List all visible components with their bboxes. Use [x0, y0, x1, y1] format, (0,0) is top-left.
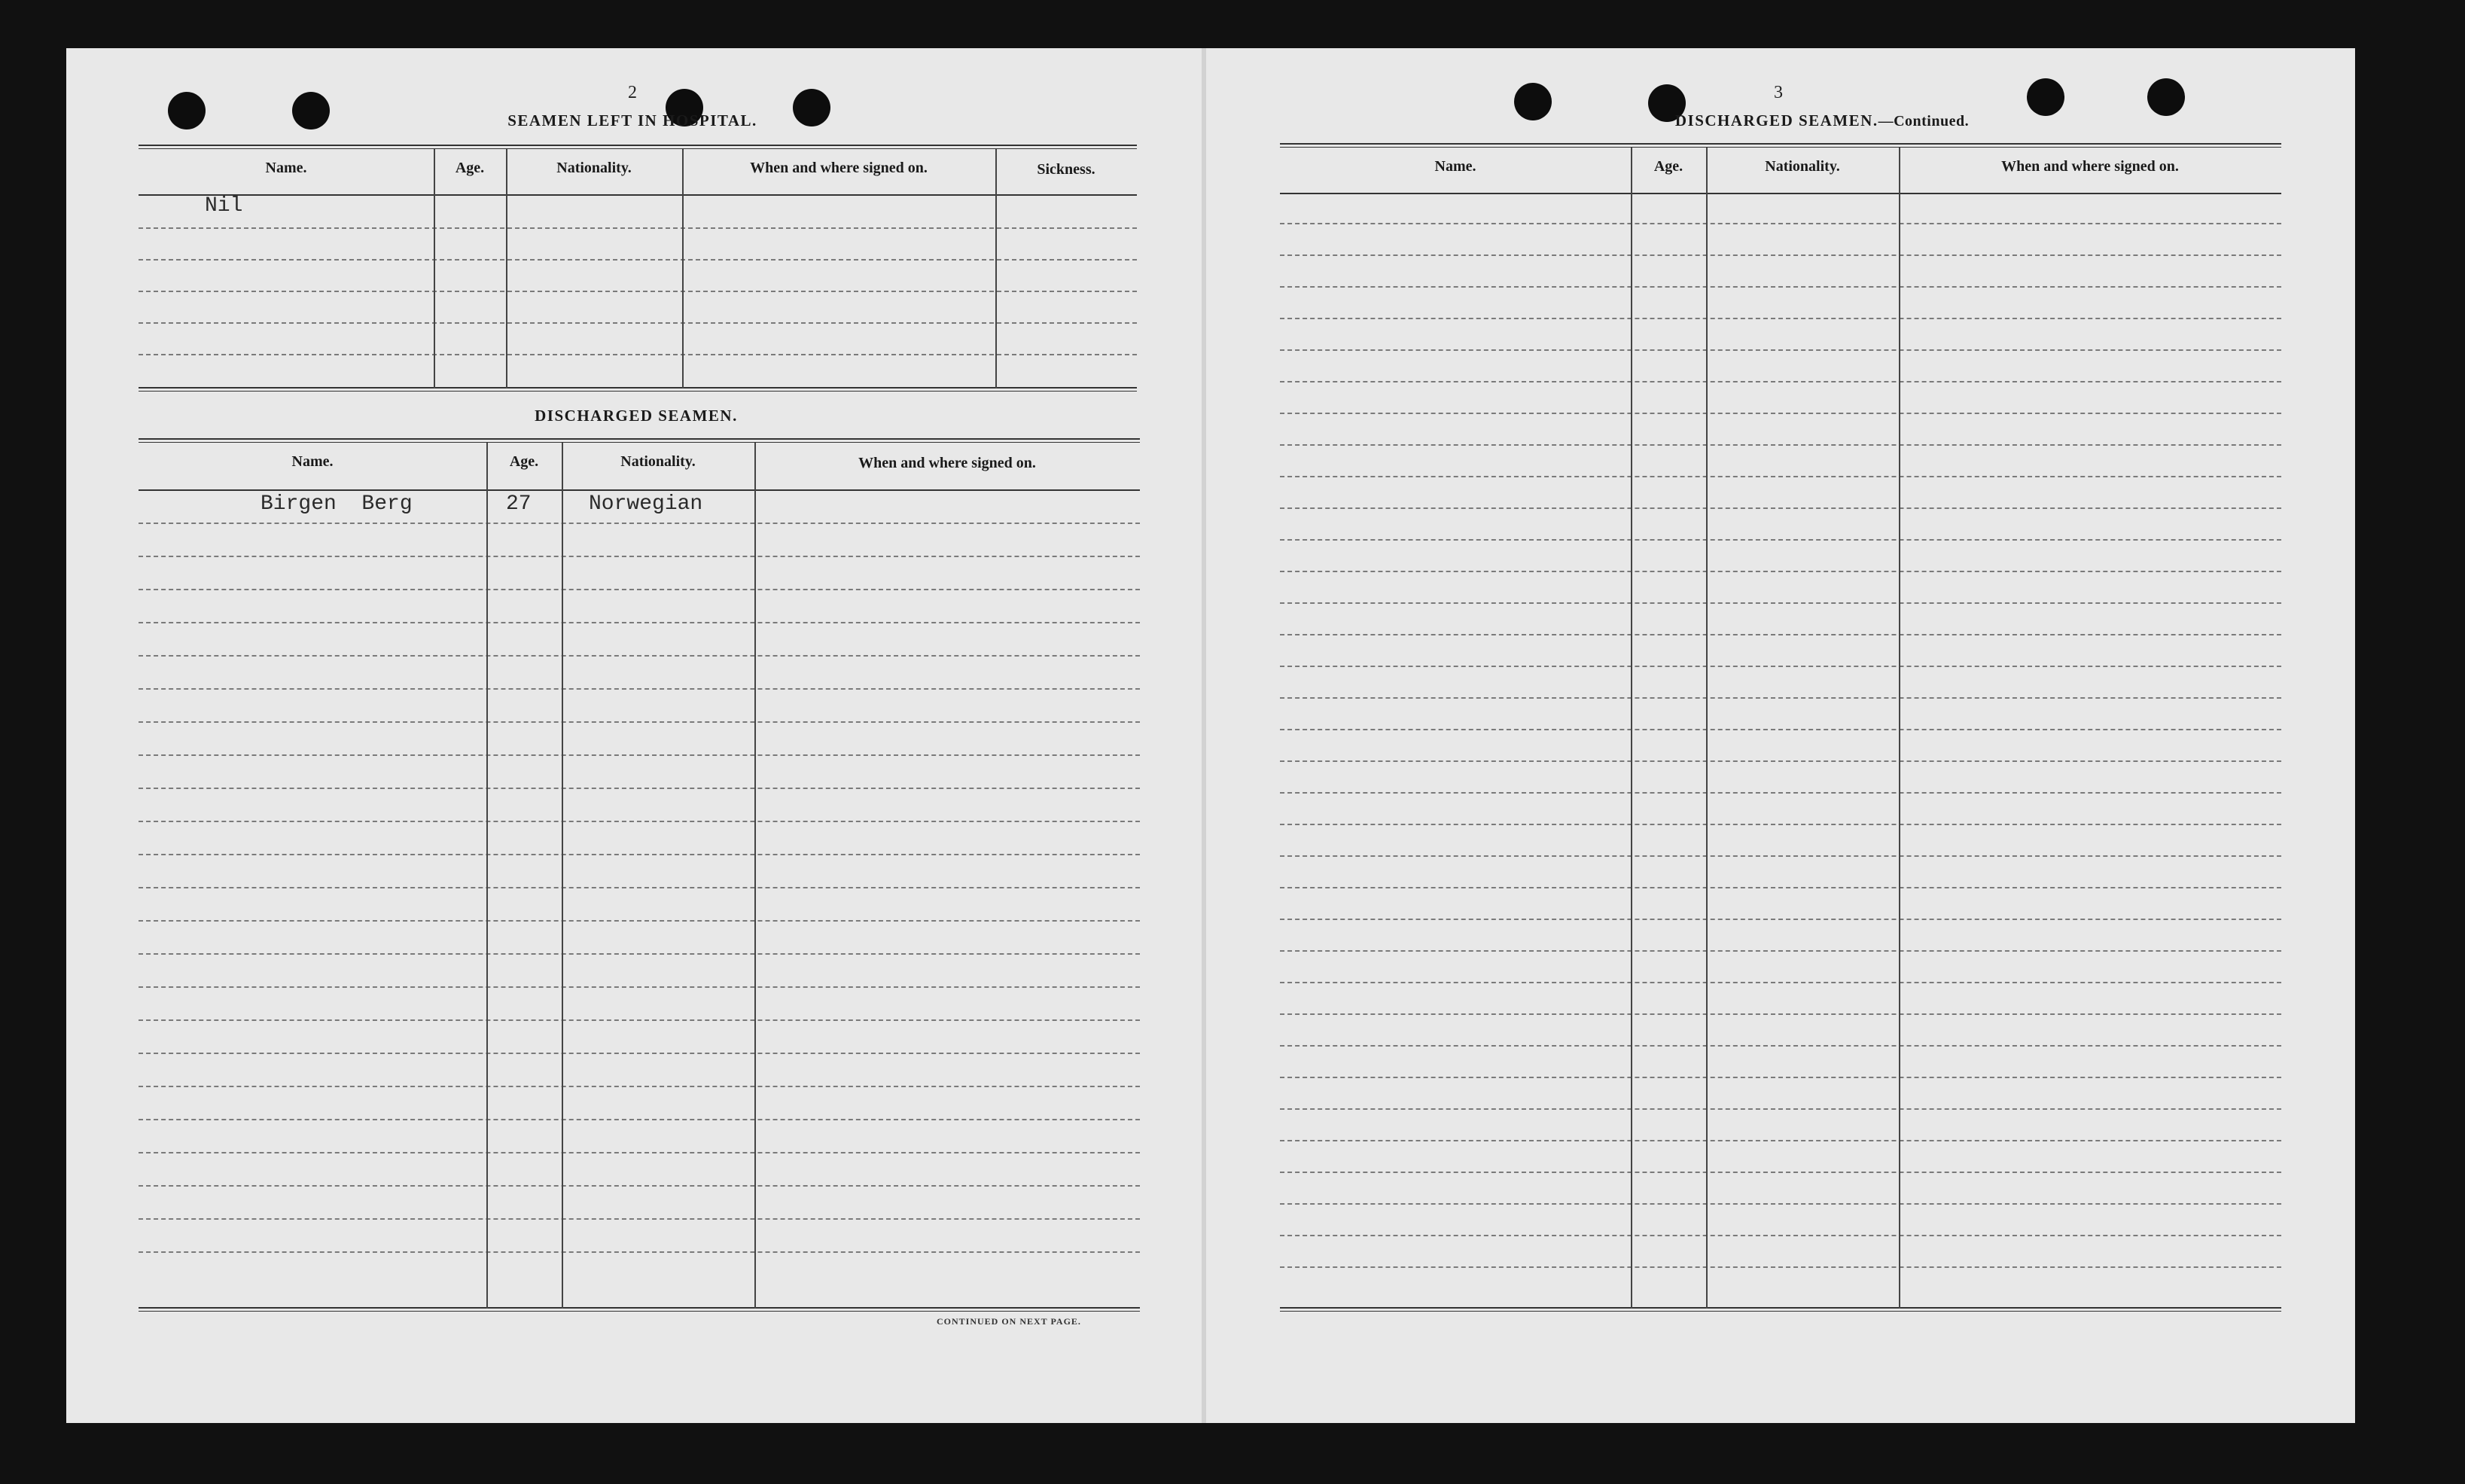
hospital-section-title: SEAMEN LEFT IN HOSPITAL.	[507, 111, 757, 130]
discharged-entry-nationality: Norwegian	[589, 492, 703, 516]
hospital-table	[139, 145, 1137, 393]
discharged-entry-age: 27	[506, 492, 532, 516]
col-header-nationality: Nationality.	[620, 453, 696, 470]
col-header-age: Age.	[1653, 158, 1683, 175]
continued-note: CONTINUED ON NEXT PAGE.	[937, 1316, 1081, 1327]
hospital-entry-name: Nil	[205, 194, 243, 218]
discharged-entry-name: Birgen Berg	[261, 492, 413, 516]
punch-hole	[2027, 78, 2064, 116]
col-header-name: Name.	[265, 160, 307, 176]
discharged-table-left	[139, 438, 1140, 1312]
col-header-nationality: Nationality.	[1765, 158, 1840, 175]
col-header-nationality: Nationality.	[556, 160, 632, 176]
col-header-age: Age.	[509, 453, 539, 470]
punch-hole	[168, 92, 206, 130]
discharged-continued-title-text: DISCHARGED SEAMEN.	[1674, 111, 1878, 130]
punch-hole	[292, 92, 330, 130]
col-header-signed-on: When and where signed on.	[858, 455, 1036, 471]
page-number-left: 2	[628, 83, 637, 102]
col-header-signed-on: When and where signed on.	[2001, 158, 2179, 175]
col-header-name: Name.	[291, 453, 334, 470]
punch-hole	[2147, 78, 2185, 116]
page-fold	[1202, 48, 1206, 1423]
col-header-age: Age.	[455, 160, 485, 176]
page-number-right: 3	[1774, 83, 1783, 102]
col-header-sickness: Sickness.	[1037, 161, 1095, 178]
punch-hole	[1514, 83, 1552, 120]
col-header-name: Name.	[1434, 158, 1476, 175]
discharged-section-title: DISCHARGED SEAMEN.	[535, 407, 738, 425]
discharged-table-right	[1280, 143, 2281, 1312]
discharged-continued-title	[1581, 111, 2063, 130]
continued-suffix: —Continued.	[1878, 113, 1970, 130]
col-header-signed-on: When and where signed on.	[750, 160, 928, 176]
